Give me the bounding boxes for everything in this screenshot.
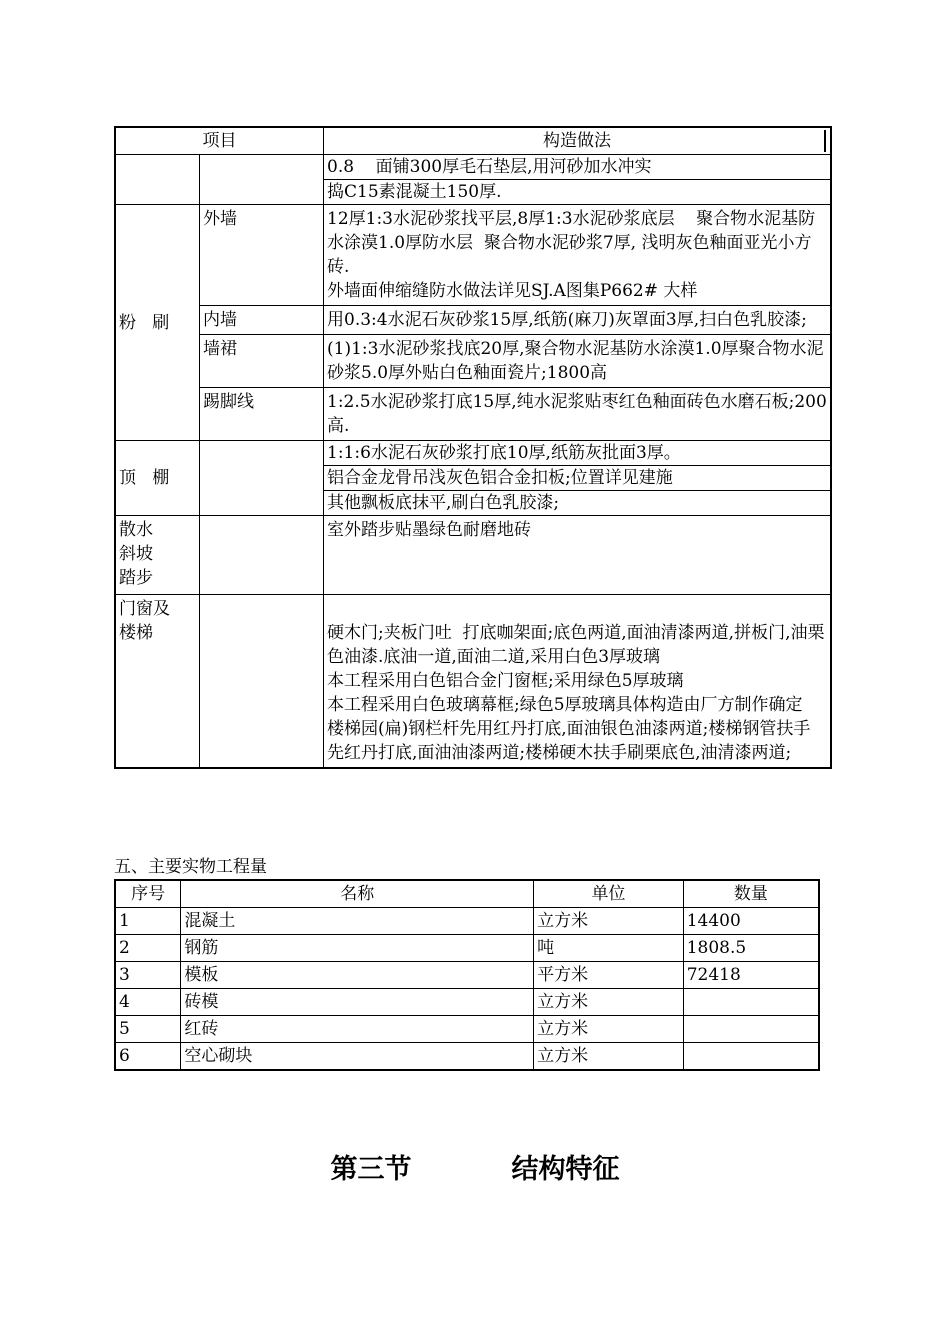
method-text: 用0.3:4水泥石灰砂浆15厚,纸筋(麻刀)灰罩面3厚,扫白色乳胶漆; [327,310,807,330]
cell-unit: 平方米 [534,962,684,989]
table-row [115,908,819,935]
table-row [200,205,830,306]
table-group-doors [116,595,830,767]
method-text: 室外踏步贴墨绿色耐磨地砖 [327,520,531,540]
col-header-index: 序号 [115,880,181,908]
cell-name: 模板 [181,962,534,989]
method-text: 硬木门;夹板门吐 打底咖架面;底色两道,面油清漆两道,拼板门,油栗色油漆.底油一道,面油二道,采用白色3厚玻璃 本工程采用白色铝合金门窗框;采用绿色5厚玻璃 本工程采用白色玻璃幕框;绿色5厚玻璃具体构造由厂方制作确定 楼梯园(扁)钢栏杆先用红丹打底,面油银色油漆两道;楼梯钢管扶手先红丹打底,面油油漆两道;楼梯硬木扶手刷栗底色,油清漆两道; [327,623,825,763]
table-header [116,128,830,155]
subitem-label: 踢脚线 [200,388,324,440]
table-row [115,935,819,962]
subitem-label: 墙裙 [200,335,324,387]
method-line: 0.8 面铺300厚毛石垫层,用河砂加水冲实 [324,155,830,180]
subitem-cell [200,155,324,204]
cell-quantity: 1808.5 [683,935,819,962]
quantities-table [114,879,820,1071]
category-ceiling: 顶 棚 [116,441,200,515]
table-group-apron [116,516,830,595]
table-row [200,335,830,388]
cell-unit: 立方米 [534,1016,684,1043]
cell-unit: 立方米 [534,1043,684,1071]
header-item: 项目 [116,128,324,154]
method-line: 铝合金龙骨吊浅灰色铝合金扣板;位置详见建施 [324,466,830,491]
col-header-quantity: 数量 [683,880,819,908]
method-line: 捣C15素混凝土150厚. [327,182,502,202]
method-line: 1:1:6水泥石灰砂浆打底10厚,纸筋灰批面3厚。 [324,441,830,466]
table-group-plaster [116,205,830,441]
table-row [115,962,819,989]
method-line: 其他飘板底抹平,刷白色乳胶漆; [327,493,560,513]
category-apron: 散水 斜坡 踏步 [116,516,200,594]
cell-name: 砖模 [181,989,534,1016]
col-header-unit: 单位 [534,880,684,908]
subitem-label: 内墙 [200,306,324,334]
cell-index: 6 [115,1043,181,1071]
table-group-continuation [116,155,830,205]
section-heading: 五、主要实物工程量 [114,857,267,877]
method-text: 12厚1:3水泥砂浆找平层,8厚1:3水泥砂浆底层 聚合物水泥基防水涂漠1.0厚防水层 聚合物水泥砂浆7厚, 浅明灰色釉面亚光小方砖. 外墙面伸缩缝防水做法详见SJ.A图集P662# 大样 [327,209,816,301]
table-row [115,989,819,1016]
cell-index: 4 [115,989,181,1016]
header-method: 构造做法 [324,128,830,154]
col-header-name: 名称 [181,880,534,908]
table-group-ceiling [116,441,830,516]
cell-unit: 吨 [534,935,684,962]
table-row [115,1016,819,1043]
chapter-name: 结构特征 [511,1154,620,1185]
construction-table [114,126,832,769]
cell-unit: 立方米 [534,908,684,935]
category-cell [116,155,200,204]
cell-index: 3 [115,962,181,989]
cell-index: 2 [115,935,181,962]
method-text: (1)1:3水泥砂浆找底20厚,聚合物水泥基防水涂漠1.0厚聚合物水泥砂浆5.0厚外贴白色釉面瓷片;1800高 [327,339,824,383]
table-row [115,1043,819,1071]
cell-quantity [683,989,819,1016]
subitem-label: 外墙 [200,205,324,305]
subitem-cell [200,595,324,767]
subitem-cell [200,516,324,594]
cell-quantity [683,1016,819,1043]
cell-unit: 立方米 [534,989,684,1016]
chapter-title [0,1150,950,1190]
subitem-cell [200,441,324,515]
chapter-number: 第三节 [330,1154,412,1185]
cell-name: 空心砌块 [181,1043,534,1071]
cell-index: 5 [115,1016,181,1043]
cell-index: 1 [115,908,181,935]
table-row [200,388,830,440]
cell-quantity [683,1043,819,1071]
cell-name: 红砖 [181,1016,534,1043]
table-row [200,306,830,335]
cell-name: 钢筋 [181,935,534,962]
table-header-row [115,880,819,908]
category-doors: 门窗及 楼梯 [116,595,200,767]
category-plaster: 粉 刷 [116,205,200,440]
cell-quantity: 72418 [683,962,819,989]
method-text: 1:2.5水泥砂浆打底15厚,纯水泥浆贴枣红色釉面砖色水磨石板;200高. [327,392,827,436]
cell-quantity: 14400 [683,908,819,935]
cell-name: 混凝土 [181,908,534,935]
